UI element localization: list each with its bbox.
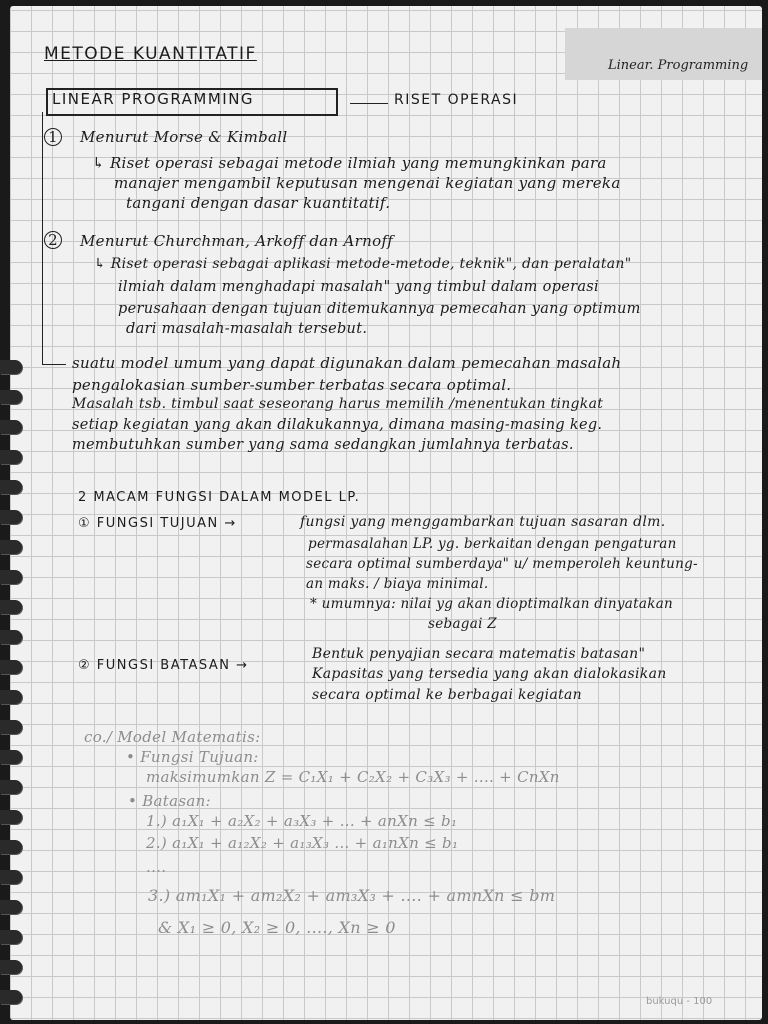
def2-line: ilmiah dalam menghadapi masalah" yang timbul dalam operasi (118, 279, 599, 295)
binding-ring (0, 600, 22, 614)
binding-ring (0, 390, 22, 404)
model-line: 1.) a₁X₁ + a₂X₂ + a₃X₃ + ... + anXn ≤ b₁ (146, 812, 458, 830)
fungsi-batasan-line: secara optimal ke berbagai kegiatan (312, 687, 582, 703)
binding-ring (0, 780, 22, 794)
def2-line: perusahaan dengan tujuan ditemukannya pemecahan yang optimum (118, 301, 641, 317)
def2-line: ↳ Riset operasi sebagai aplikasi metode-metode, teknik", dan peralatan" (94, 256, 632, 272)
binding-ring (0, 720, 22, 734)
model-line: maksimumkan Z = C₁X₁ + C₂X₂ + C₃X₃ + .... + CnXn (146, 768, 560, 786)
fungsi-tujuan-label: ① FUNGSI TUJUAN → (78, 516, 237, 531)
fungsi-batasan-line: Bentuk penyajian secara matematis batasan" (312, 646, 646, 662)
binding-ring (0, 900, 22, 914)
brand-mark: bukuqu - 100 (646, 996, 713, 1007)
fungsi-tujuan-line: * umumnya: nilai yg akan dioptimalkan dinyatakan (310, 596, 674, 612)
model-line: & X₁ ≥ 0, X₂ ≥ 0, ...., Xn ≥ 0 (158, 918, 396, 937)
def1-line: ↳ Riset operasi sebagai metode ilmiah yang memungkinkan para (92, 154, 607, 172)
number-1-icon: 1 (44, 128, 62, 146)
notebook-page (10, 6, 762, 1020)
summary-line: suatu model umum yang dapat digunakan dalam pemecahan masalah (72, 354, 622, 372)
binding-ring (0, 750, 22, 764)
binding-ring (0, 570, 22, 584)
fungsi-batasan-line: Kapasitas yang tersedia yang akan dialokasikan (312, 666, 667, 682)
binding-ring (0, 690, 22, 704)
def1-heading: Menurut Morse & Kimball (80, 128, 288, 146)
model-line: 2.) a₁X₁ + a₁₂X₂ + a₁₃X₃ ... + a₁nXn ≤ b₁ (146, 834, 459, 852)
summary-line: Masalah tsb. timbul saat seseorang harus memilih /menentukan tingkat (72, 396, 604, 412)
summary-line: pengalokasian sumber-sumber terbatas secara optimal. (72, 376, 512, 394)
binding-ring (0, 420, 22, 434)
fungsi-batasan-label: ② FUNGSI BATASAN → (78, 658, 249, 673)
binding-ring (0, 450, 22, 464)
binding-ring (0, 870, 22, 884)
binding-ring (0, 510, 22, 524)
bracket-arrow-icon (42, 364, 66, 365)
binding-ring (0, 960, 22, 974)
fungsi-tujuan-line: secara optimal sumberdaya" u/ memperoleh keuntung- (306, 556, 698, 572)
binding-ring (0, 480, 22, 494)
binding-ring (0, 540, 22, 554)
binding-ring (0, 630, 22, 644)
def2-heading: Menurut Churchman, Arkoff dan Arnoff (80, 232, 394, 250)
def1-line: manajer mengambil keputusan mengenai kegiatan yang mereka (114, 174, 621, 192)
left-arrow-icon (350, 103, 388, 104)
page-title: METODE KUANTITATIF (44, 44, 257, 64)
binding-ring (0, 930, 22, 944)
fungsi-tujuan-line: permasalahan LP. yg. berkaitan dengan pengaturan (308, 536, 677, 552)
binding-ring (0, 990, 22, 1004)
def2-line: dari masalah-masalah tersebut. (126, 321, 368, 337)
fungsi-tujuan-line: fungsi yang menggambarkan tujuan sasaran dlm. (300, 514, 666, 530)
page-tab-label: Linear. Programming (608, 58, 749, 73)
def1-line: tangani dengan dasar kuantitatif. (126, 194, 391, 212)
functions-heading: 2 MACAM FUNGSI DALAM MODEL LP. (78, 490, 361, 505)
model-line: 3.) am₁X₁ + am₂X₂ + am₃X₃ + .... + amnXn ≤ bm (148, 886, 556, 905)
number-2-icon: 2 (44, 231, 62, 249)
binding-ring (0, 810, 22, 824)
binding-ring (0, 360, 22, 374)
binding-ring (0, 660, 22, 674)
model-line: .... (146, 858, 167, 876)
model-line: • Fungsi Tujuan: (126, 748, 259, 766)
lp-title: LINEAR PROGRAMMING (52, 90, 255, 108)
fungsi-tujuan-line: an maks. / biaya minimal. (306, 576, 489, 592)
model-line: • Batasan: (128, 792, 211, 810)
binding-ring (0, 840, 22, 854)
summary-line: membutuhkan sumber yang sama sedangkan jumlahnya terbatas. (72, 437, 574, 453)
summary-line: setiap kegiatan yang akan dilakukannya, dimana masing-masing keg. (72, 417, 603, 433)
fungsi-tujuan-line: sebagai Z (428, 616, 497, 632)
model-line: co./ Model Matematis: (84, 728, 261, 746)
riset-operasi-label: RISET OPERASI (394, 92, 519, 108)
